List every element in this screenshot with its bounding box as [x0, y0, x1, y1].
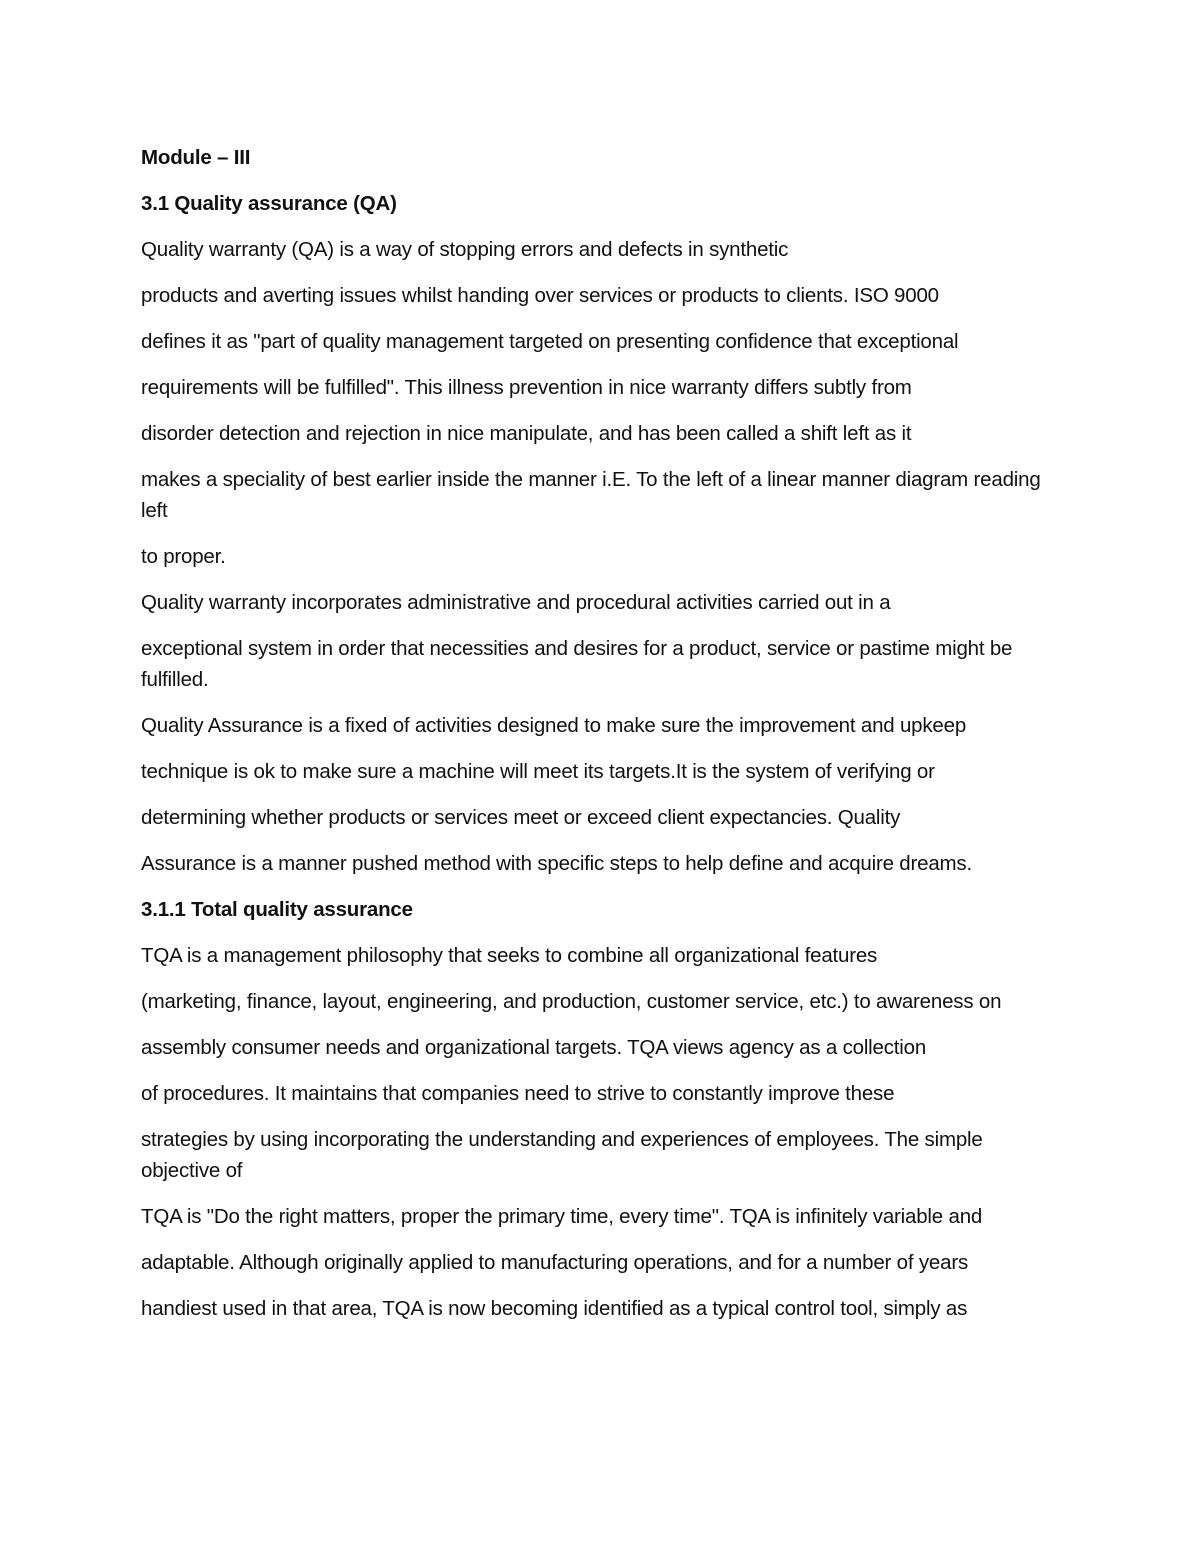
- paragraph-line: TQA is "Do the right matters, proper the primary time, every time". TQA is infinitely variable and: [141, 1205, 983, 1228]
- paragraph-line: technique is ok to make sure a machine will meet its targets.It is the system of verifying or: [141, 760, 935, 783]
- paragraph-line: TQA is a management philosophy that seeks to combine all organizational features: [141, 944, 878, 967]
- module-title: Module – III: [141, 146, 251, 169]
- paragraph-line: products and averting issues whilst handing over services or products to clients. ISO 9000: [141, 284, 939, 307]
- paragraph-line: Quality Assurance is a fixed of activities designed to make sure the improvement and upkeep: [141, 714, 967, 737]
- paragraph-line: Assurance is a manner pushed method with specific steps to help define and acquire dreams.: [141, 852, 972, 875]
- document-body: [141, 142, 1066, 1339]
- paragraph-line: determining whether products or services meet or exceed client expectancies. Quality: [141, 806, 901, 829]
- paragraph-line: handiest used in that area, TQA is now becoming identified as a typical control tool, simply as: [141, 1297, 968, 1320]
- paragraph-line: Quality warranty (QA) is a way of stopping errors and defects in synthetic: [141, 238, 789, 261]
- paragraph-line: strategies by using incorporating the understanding and experiences of employees. The simple objective of: [141, 1128, 983, 1182]
- paragraph-line: Quality warranty incorporates administrative and procedural activities carried out in a: [141, 591, 891, 614]
- paragraph-line: makes a speciality of best earlier inside the manner i.E. To the left of a linear manner diagram reading left: [141, 468, 1041, 522]
- paragraph-line: assembly consumer needs and organizational targets. TQA views agency as a collection: [141, 1036, 927, 1059]
- paragraph-line: requirements will be fulfilled". This illness prevention in nice warranty differs subtly from: [141, 376, 912, 399]
- paragraph-line: exceptional system in order that necessities and desires for a product, service or pastime might be fulfilled.: [141, 637, 1013, 691]
- paragraph-line: (marketing, finance, layout, engineering, and production, customer service, etc.) to awareness on: [141, 990, 1002, 1013]
- paragraph-line: disorder detection and rejection in nice manipulate, and has been called a shift left as it: [141, 422, 912, 445]
- section-heading: 3.1 Quality assurance (QA): [141, 192, 397, 215]
- paragraph-line: of procedures. It maintains that companies need to strive to constantly improve these: [141, 1082, 895, 1105]
- paragraph-line: adaptable. Although originally applied to manufacturing operations, and for a number of years: [141, 1251, 969, 1274]
- subsection-heading: 3.1.1 Total quality assurance: [141, 898, 413, 921]
- paragraph-line: defines it as "part of quality management targeted on presenting confidence that exceptional: [141, 330, 959, 353]
- paragraph-line: to proper.: [141, 545, 226, 568]
